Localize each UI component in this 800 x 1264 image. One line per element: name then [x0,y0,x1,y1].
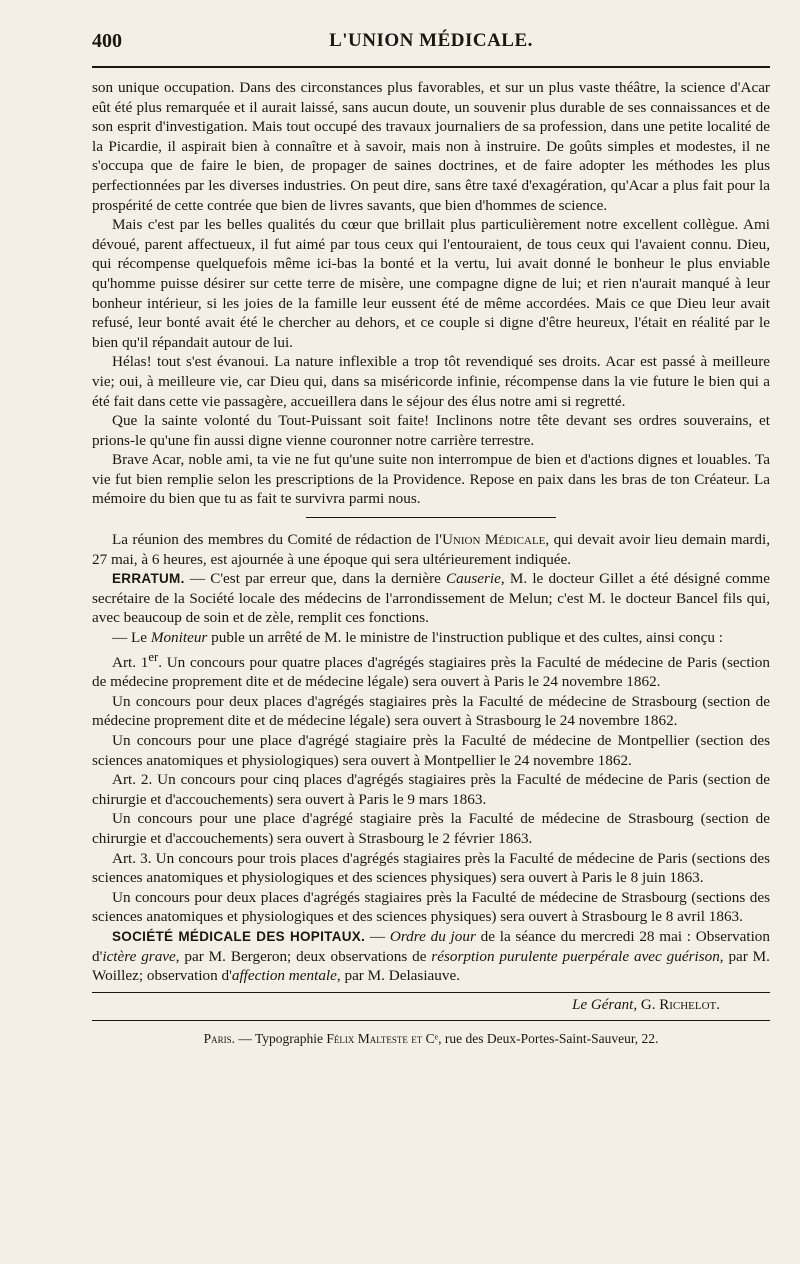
page-header [92,30,770,56]
printer-imprint: Paris. — Typographie Félix Malteste et Cᵉ, rue des Deux-Portes-Saint-Sauveur, 22. [203,1030,659,1046]
footer-rule [92,992,770,993]
paragraph: Brave Acar, noble ami, ta vie ne fut qu'une suite non interrompue de bien et d'actions dignes et louables. Ta vie fut bien remplie selon les prescriptions de la Providence. Repose en paix dans les bras de ton Créateur. La mémoire du bien que tu as fait te survivra parmi nous. [92,451,770,508]
concours-strasbourg-1: Un concours pour deux places d'agrégés stagiaires près la Faculté de médecine de Strasbourg (section de médecine proprement dite et de médecine légale) sera ouvert à Strasbourg le 24 novembre 1862. [92,692,770,730]
paragraph: Mais c'est par les belles qualités du cœur que brillait plus particulièrement notre excellent collègue. Ami dévoué, parent affectueux, il fut aimé par tous ceux qui l'entouraient, de tous ceux qui l'avaient connu. Dieu, qui récompense quelquefois même ici-bas la bonté et la vertu, lui avait donné le bonheur le plus enviable qu'homme puisse désirer sur cette terre de misère, une compagne digne de lui; et rien n'aurait manqué à leur bonheur intérieur, si les joies de la famille leur eussent été de même accordées. Mais ce que Dieu leur avait refusé, leur bonté avait été le chercher au dehors, et ce couple si digne d'être heureux, l'était en réalité par le bien qu'il répandait autour de lui. [92,216,770,351]
article-2: Art. 2. Un concours pour cinq places d'agrégés stagiaires près la Faculté de médecine de Paris (section de chirurgie et d'accouchements) sera ouvert à Paris le 9 mars 1863. [92,771,770,808]
concours-strasbourg-3: Un concours pour deux places d'agrégés stagiaires près la Faculté de médecine de Strasbourg (sections des sciences anatomiques et physiologiques et des sciences physiques) sera ouvert à Strasbourg le 8 avril 1863. [92,888,770,926]
running-title: L'UNION MÉDICALE. [329,30,533,51]
notice-reunion: La réunion des membres du Comité de rédaction de l'Union Médicale, qui devait avoir lieu demain mardi, 27 mai, à 6 heures, est ajournée à une époque qui sera ultérieurement indiquée. [92,531,771,568]
notice-societe: SOCIÉTÉ MÉDICALE DES HOPITAUX. — Ordre du jour de la séance du mercredi 28 mai : Observation d'ictère grave, par M. Bergeron; deux observations de résorption purulente puerpérale avec guérison, par M. Woillez; observation d'affection mentale, par M. Delasiauve. [92,928,770,985]
signature: Le Gérant, G. Richelot. [572,996,720,1013]
imprint-rule [92,1020,770,1021]
notice-moniteur: — Le Moniteur puble un arrêté de M. le ministre de l'instruction publique et des cultes, ainsi conçu : [112,629,723,647]
page-number: 400 [92,30,122,52]
article-1: Art. 1er. Un concours pour quatre places d'agrégés stagiaires près la Faculté de médecine de Paris (section de médecine proprement dite et de médecine légale) sera ouvert à Paris le 24 novembre 1862. [92,649,770,691]
obituary-article [92,78,770,509]
paragraph: Hélas! tout s'est évanoui. La nature inflexible a trop tôt revendiqué ses droits. Acar est passé à meilleure vie; oui, à meilleure vie, car Dieu qui, dans sa miséricorde infinie, récompense dans la vie future le bien qui a été fait dans cette vie passagère, accueillera dans le séjour des élus notre ami si regretté. [92,353,770,410]
header-rule [92,66,770,68]
erratum-label: ERRATUM. [112,571,185,587]
notices-section [92,530,770,986]
paragraph: Que la sainte volonté du Tout-Puissant soit faite! Inclinons notre tête devant ses ordres souverains, et prions-le qu'une fin aussi digne vienne couronner notre carrière terrestre. [92,412,770,449]
journal-name: Union Médicale [441,531,546,549]
societe-label: SOCIÉTÉ MÉDICALE DES HOPITAUX. [112,929,366,944]
article-3: Art. 3. Un concours pour trois places d'agrégés stagiaires près la Faculté de médecine de Paris (sections des sciences anatomiques et physiologiques et des sciences physiques) sera ouvert à Paris le 8 juin 1863. [92,849,770,887]
concours-strasbourg-2: Un concours pour une place d'agrégé stagiaire près la Faculté de médecine de Strasbourg (section de chirurgie et d'accouchements) sera ouvert à Strasbourg le 2 février 1863. [92,810,770,848]
section-separator [306,517,556,518]
concours-montpellier: Un concours pour une place d'agrégé stagiaire près la Faculté de médecine de Montpellier (section des sciences anatomiques et physiologiques) sera ouvert à Montpellier le 24 novembre 1862. [92,732,770,769]
notice-erratum: ERRATUM. — C'est par erreur que, dans la dernière Causerie, M. le docteur Gillet a été désigné comme secrétaire de la Société locale des médecins de l'arrondissement de Melun; c'est M. le docteur Bancel fils qui, avec beaucoup de soin et de zèle, remplit ces fonctions. [92,570,770,627]
paragraph: son unique occupation. Dans des circonstances plus favorables, et sur un plus vaste théâtre, la science d'Acar eût été plus remarquée et il aurait laissé, sans aucun doute, un souvenir plus durable de ses connaissances et de son esprit d'investigation. Mais tout occupé des travaux journaliers de sa profession, dans une petite localité de la Picardie, il aspirait bien à connaître et à savoir, mais non à instruire. De goûts simples et modestes, il ne s'occupa que de faire le bien, de propager de saines doctrines, et de faire adopter les méthodes les plus perfectionnées par les diverses industries. On peut dire, sans être taxé d'exagération, qu'Acar a plus fait pour la prospérité de cette contrée que bien de livres savants, que bien d'hommes de science. [92,79,770,214]
